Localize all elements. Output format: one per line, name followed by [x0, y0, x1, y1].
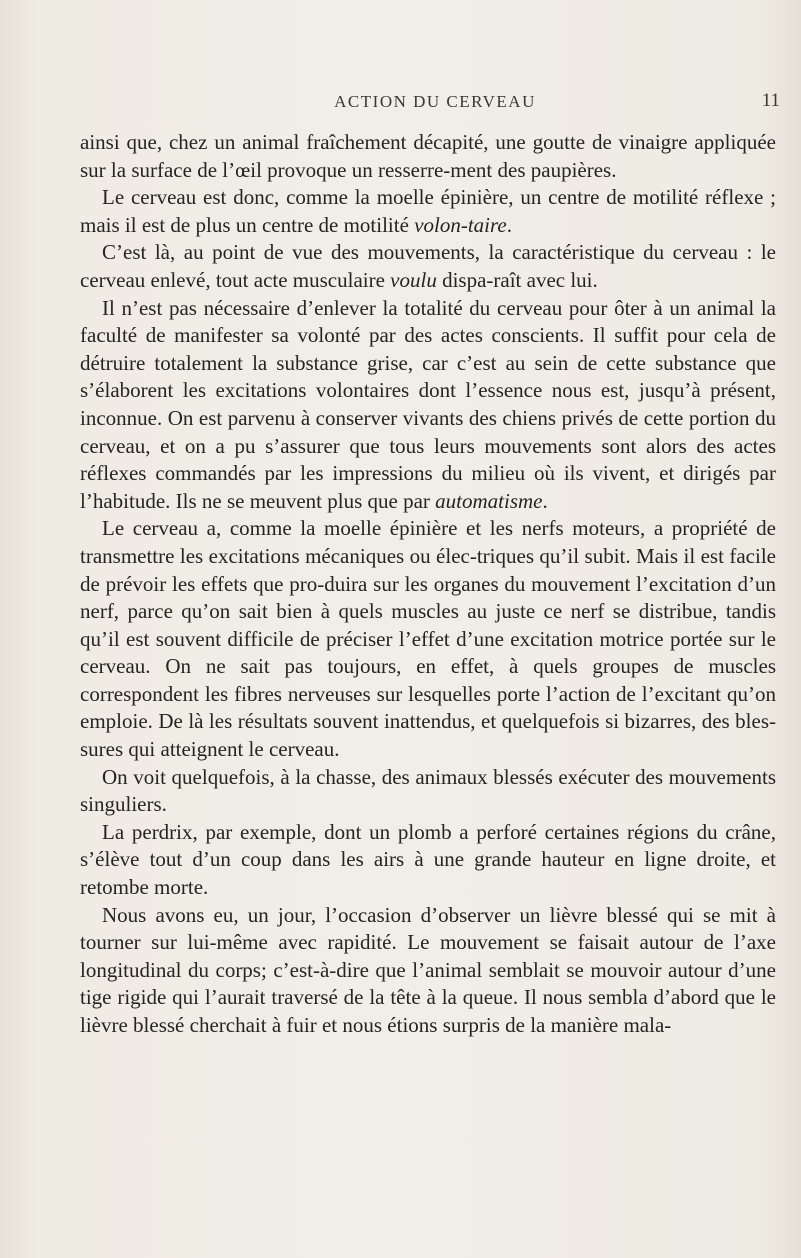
- paragraph: [80, 239, 776, 294]
- text-segment: Le cerveau a, comme la moelle épinière et les nerfs moteurs, a propriété de transmettre les excitations mécaniques ou élec-triques qu’il subit. Mais il est facile de prévoir les effets que pro-duira sur les organes du mouvement l’excitation d’un nerf, parce qu’on sait bien à quels muscles au juste ce nerf se distribue, tandis qu’il est souvent difficile de préciser l’effet d’une excitation motrice portée sur le cerveau. On ne sait pas toujours, en effet, à quels groupes de muscles correspondent les fibres nerveuses sur lesquelles porte l’action de l’excitant qu’on emploie. De là les résultats souvent inattendus, et quelquefois si bizarres, des bles-sures qui atteignent le cerveau.: [80, 516, 776, 762]
- text-segment: dispa-raît avec lui.: [436, 267, 598, 292]
- paragraph: [80, 129, 776, 184]
- paragraph: [80, 764, 776, 819]
- page-number: 11: [761, 90, 780, 111]
- italic-term: automatisme: [435, 488, 543, 513]
- italic-term: volon-taire: [414, 212, 507, 237]
- text-segment: Le cerveau est donc, comme la moelle épinière, un centre de motilité réflexe ; mais il est de plus un centre de motilité: [80, 185, 776, 237]
- paragraph: [80, 184, 776, 239]
- text-segment: .: [542, 488, 548, 513]
- text-segment: On voit quelquefois, à la chasse, des animaux blessés exécuter des mouvements singuliers.: [80, 764, 776, 817]
- text-segment: Nous avons eu, un jour, l’occasion d’observer un lièvre blessé qui se mit à tourner sur lui-même avec rapidité. Le mouvement se faisait autour de l’axe longitudinal du corps; c’est-à-dire que l’animal semblait se mouvoir autour d’une tige rigide qui l’aurait traversé de la tête à la queue. Il nous sembla d’abord que le lièvre blessé cherchait à fuir et nous étions surpris de la manière mala-: [80, 902, 776, 1037]
- paragraph: [80, 295, 776, 516]
- text-segment: C’est là, au point de vue des mouvements, la caractéristique du cerveau : le cerveau enlevé, tout acte musculaire: [80, 240, 776, 292]
- paragraph: [80, 515, 776, 763]
- running-title: ACTION DU CERVEAU: [334, 92, 536, 111]
- text-segment: Il n’est pas nécessaire d’enlever la totalité du cerveau pour ôter à un animal la faculté de manifester sa volonté par des actes conscients. Il suffit pour cela de détruire totalement la substance grise, car c’est au sein de cette substance que s’élaborent les excitations volontaires dont l’essence nous est, jusqu’à présent, inconnue. On est parvenu à conserver vivants des chiens privés de cette portion du cerveau, et on a pu s’assurer que tous leurs mouvements sont alors des actes réflexes commandés par les impressions du milieu où ils vivent, et dirigés par l’habitude. Ils ne se meuvent plus que par: [80, 295, 776, 513]
- body-text: [80, 129, 776, 1040]
- text-segment: La perdrix, par exemple, dont un plomb a perforé certaines régions du crâne, s’élève tout d’un coup dans les airs à une grande hauteur en ligne droite, et retombe morte.: [80, 819, 776, 900]
- paragraph: [80, 902, 776, 1040]
- italic-term: voulu: [390, 267, 437, 292]
- page-header: [80, 92, 790, 118]
- text-segment: .: [506, 212, 512, 237]
- paragraph: [80, 819, 776, 902]
- text-segment: ainsi que, chez un animal fraîchement décapité, une goutte de vinaigre appliquée sur la surface de l’œil provoque un resserre-ment des paupières.: [80, 130, 776, 182]
